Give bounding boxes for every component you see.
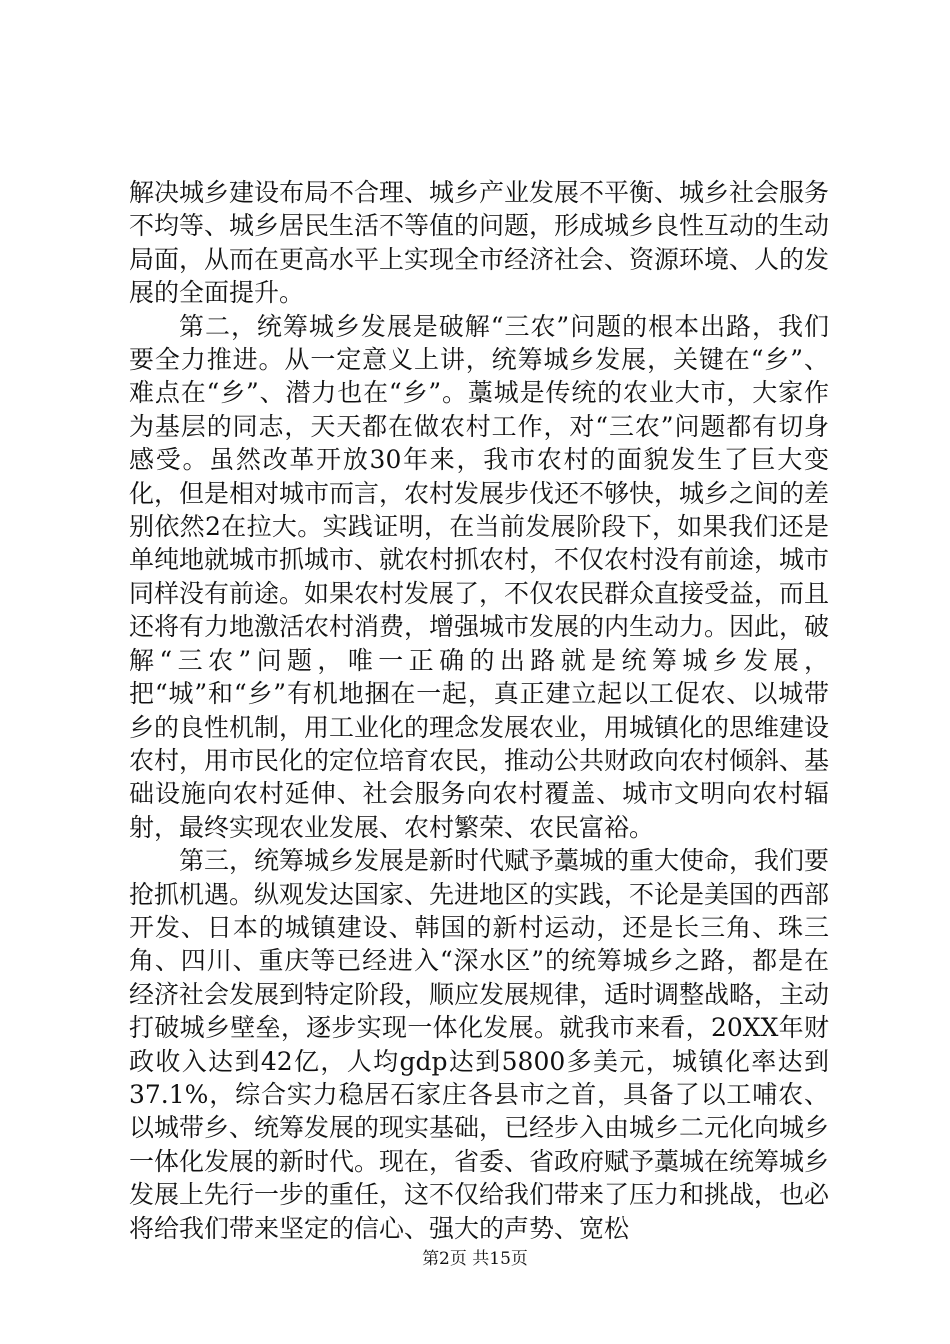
document-body: [129, 176, 829, 1245]
paragraph-second-point: 第二，统筹城乡发展是破解“三农”问题的根本出路，我们要全力推进。从一定意义上讲，统筹城乡发展，关键在“乡”、难点在“乡”、潜力也在“乡”。藁城是传统的农业大市，大家作为基层的同志，天天都在做农村工作，对“三农”问题都有切身感受。虽然改革开放30年来，我市农村的面貌发生了巨大变化，但是相对城市而言，农村发展步伐还不够快，城乡之间的差别依然2在拉大。实践证明，在当前发展阶段下，如果我们还是单纯地就城市抓城市、就农村抓农村，不仅农村没有前途，城市同样没有前途。如果农村发展了，不仅农民群众直接受益，而且还将有力地激活农村消费，增强城市发展的内生动力。因此，破解“三农”问题，唯一正确的出路就是统筹城乡发展，把“城”和“乡”有机地捆在一起，真正建立起以工促农、以城带乡的良性机制，用工业化的理念发展农业，用城镇化的思维建设农村，用市民化的定位培育农民，推动公共财政向农村倾斜、基础设施向农村延伸、社会服务向农村覆盖、城市文明向农村辐射，最终实现农业发展、农村繁荣、农民富裕。: [129, 311, 830, 842]
paragraph-continuation: 解决城乡建设布局不合理、城乡产业发展不平衡、城乡社会服务不均等、城乡居民生活不等值的问题，形成城乡良性互动的生动局面，从而在更高水平上实现全市经济社会、资源环境、人的发展的全面提升。: [129, 178, 830, 308]
page-number-footer: 第2页 共15页: [422, 1249, 528, 1269]
paragraph-third-point: 第三，统筹城乡发展是新时代赋予藁城的重大使命，我们要抢抓机遇。纵观发达国家、先进地区的实践，不论是美国的西部开发、日本的城镇建设、韩国的新村运动，还是长三角、珠三角、四川、重庆等已经进入“深水区”的统筹城乡之路，都是在经济社会发展到特定阶段，顺应发展规律，适时调整战略，主动打破城乡壁垒，逐步实现一体化发展。就我市来看，20XX年财政收入达到42亿，人均gdp达到5800多美元，城镇化率达到37.1%，综合实力稳居石家庄各县市之首，具备了以工哺农、以城带乡、统筹发展的现实基础，已经步入由城乡二元化向城乡一体化发展的新时代。现在，省委、省政府赋予藁城在统筹城乡发展上先行一步的重任，这不仅给我们带来了压力和挑战，也必将给我们带来坚定的信心、强大的声势、宽松: [129, 846, 830, 1243]
